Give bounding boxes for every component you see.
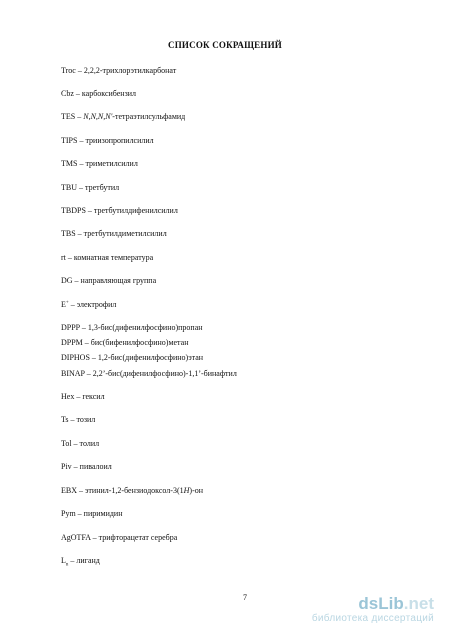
abbreviation-entry: Troc – 2,2,2-трихлорэтилкарбонат [61,66,177,75]
abbreviation-entry: Cbz – карбоксибензил [61,89,137,98]
abbreviation-entry: TBU – третбутил [61,183,120,192]
abbreviation-entry: E+ – электрофил [61,300,117,309]
abbreviation-entry: Piv – пивалоил [61,462,112,471]
abbreviation-entry: DIPHOS – 1,2-бис(дифенилфосфино)этан [61,353,204,362]
abbreviation-entry: Hex – гексил [61,392,105,401]
abbreviation-entry: DG – направляющая группа [61,276,157,285]
abbreviation-entry: TBDPS – третбутилдифенилсилил [61,206,178,215]
abbreviation-entry: AgOTFA – трифторацетат серебра [61,533,178,542]
abbreviation-entry: rt – комнатная температура [61,253,154,262]
abbreviation-entry: EBX – этинил-1,2-бензиодоксол-3(1H)-он [61,486,204,495]
abbreviation-entry: Tol – толил [61,439,100,448]
abbreviation-entry: DPPM – бис(бифенилфосфино)метан [61,338,189,347]
abbreviation-entry: Ts – тозил [61,415,96,424]
abbreviation-entry: Pym – пиримидин [61,509,123,518]
abbreviation-entry: DPPP – 1,3-бис(дифенилфосфино)пропан [61,323,203,332]
abbreviation-entry: BINAP – 2,2’-бис(дифенилфосфино)-1,1’-бинафтил [61,369,237,378]
abbreviation-entry: TBS – третбутилдиметилсилил [61,229,167,238]
watermark-subtitle: библиотека диссертаций [311,613,434,624]
watermark-logo-domain: .net [403,594,434,613]
page-number: 7 [243,593,247,602]
watermark-logo-main: dsLib [358,594,404,613]
watermark-logo [312,595,434,613]
watermark [312,595,434,625]
page-title: СПИСОК СОКРАЩЕНИЙ [168,40,282,50]
abbreviation-entry: TES – N,N,N,N'-тетраэтилсульфамид [61,112,186,121]
abbreviation-entry: $L_n$ – лиганд [61,556,100,568]
abbreviation-entry: TIPS – триизопропилсилил [61,136,154,145]
abbreviation-entry: TMS – триметилсилил [61,159,138,168]
